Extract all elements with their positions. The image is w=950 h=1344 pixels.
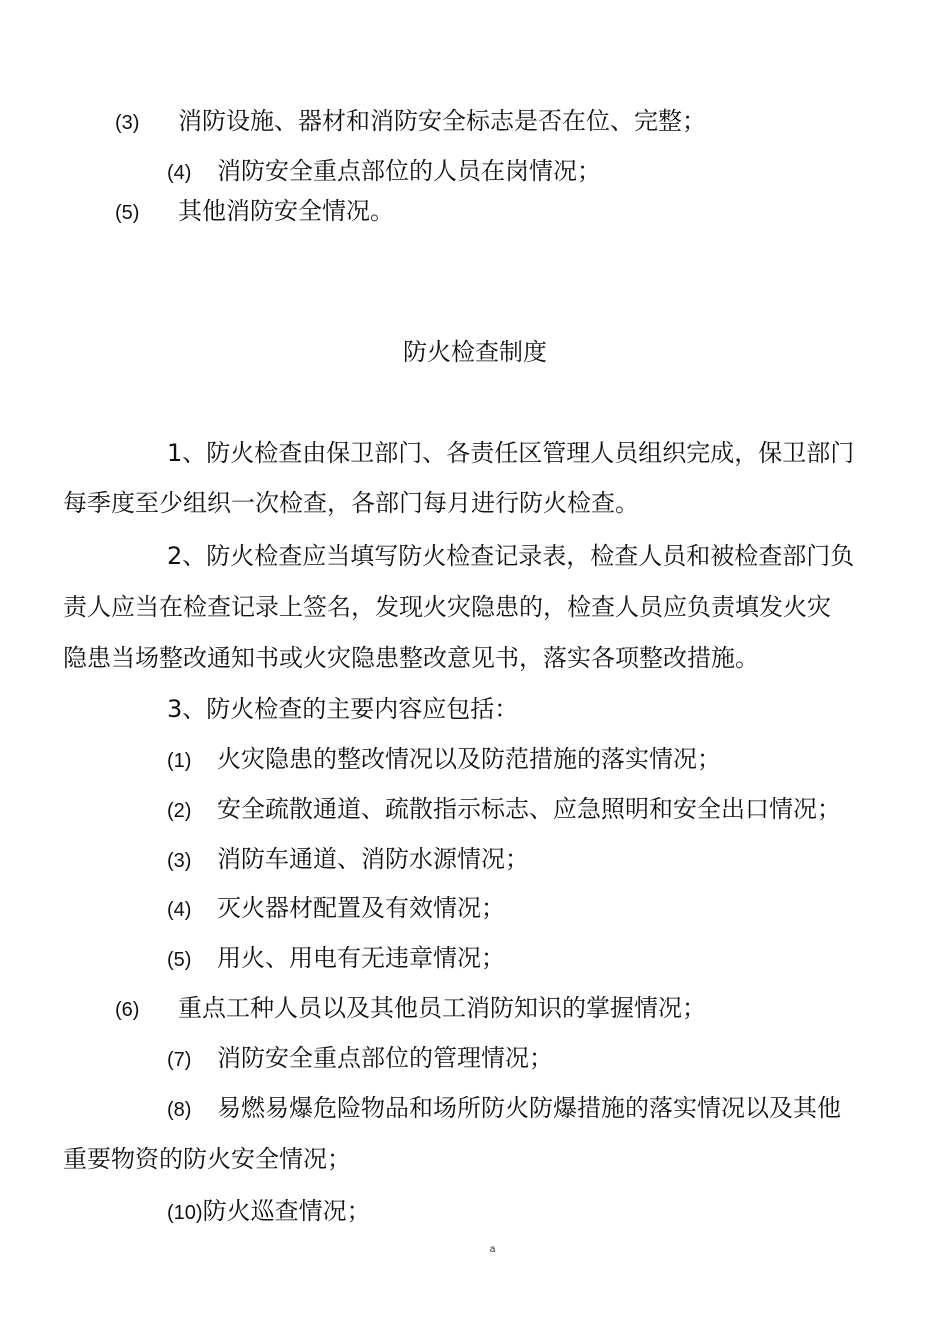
list-item: (3) 消防设施、器材和消防安全标志是否在位、完整； — [115, 107, 706, 135]
list-item: (1) 火灾隐患的整改情况以及防范措施的落实情况； — [167, 745, 721, 773]
list-item: (5) 其他消防安全情况。 — [115, 197, 394, 225]
section-title: 防火检查制度 — [403, 338, 547, 366]
paragraph-line: 1、防火检查由保卫部门、各责任区管理人员组织完成，保卫部门 — [167, 439, 855, 467]
list-item: (8) 易燃易爆危险物品和场所防火防爆措施的落实情况以及其他 — [167, 1094, 841, 1122]
page-footer-mark: a — [489, 1244, 496, 1255]
list-item: (10)防火巡查情况； — [167, 1197, 371, 1225]
paragraph-line: 每季度至少组织一次检查，各部门每月进行防火检查。 — [63, 489, 639, 517]
list-item: (5) 用火、用电有无违章情况； — [167, 944, 505, 972]
paragraph-line: 2、防火检查应当填写防火检查记录表，检查人员和被检查部门负 — [167, 542, 855, 570]
paragraph-line: 责人应当在检查记录上签名，发现火灾隐患的，检查人员应负责填发火灾 — [63, 593, 831, 621]
list-item-continuation: 重要物资的防火安全情况； — [63, 1145, 351, 1173]
list-item: (7) 消防安全重点部位的管理情况； — [167, 1044, 553, 1072]
list-item: (3) 消防车通道、消防水源情况； — [167, 845, 529, 873]
paragraph-line: 3、防火检查的主要内容应包括： — [167, 695, 519, 723]
list-item: (6) 重点工种人员以及其他员工消防知识的掌握情况； — [115, 994, 706, 1022]
list-item: (4) 灭火器材配置及有效情况； — [167, 894, 505, 922]
list-item: (2) 安全疏散通道、疏散指示标志、应急照明和安全出口情况； — [167, 795, 841, 823]
paragraph-line: 隐患当场整改通知书或火灾隐患整改意见书，落实各项整改措施。 — [63, 644, 759, 672]
list-item: (4) 消防安全重点部位的人员在岗情况； — [167, 157, 601, 185]
